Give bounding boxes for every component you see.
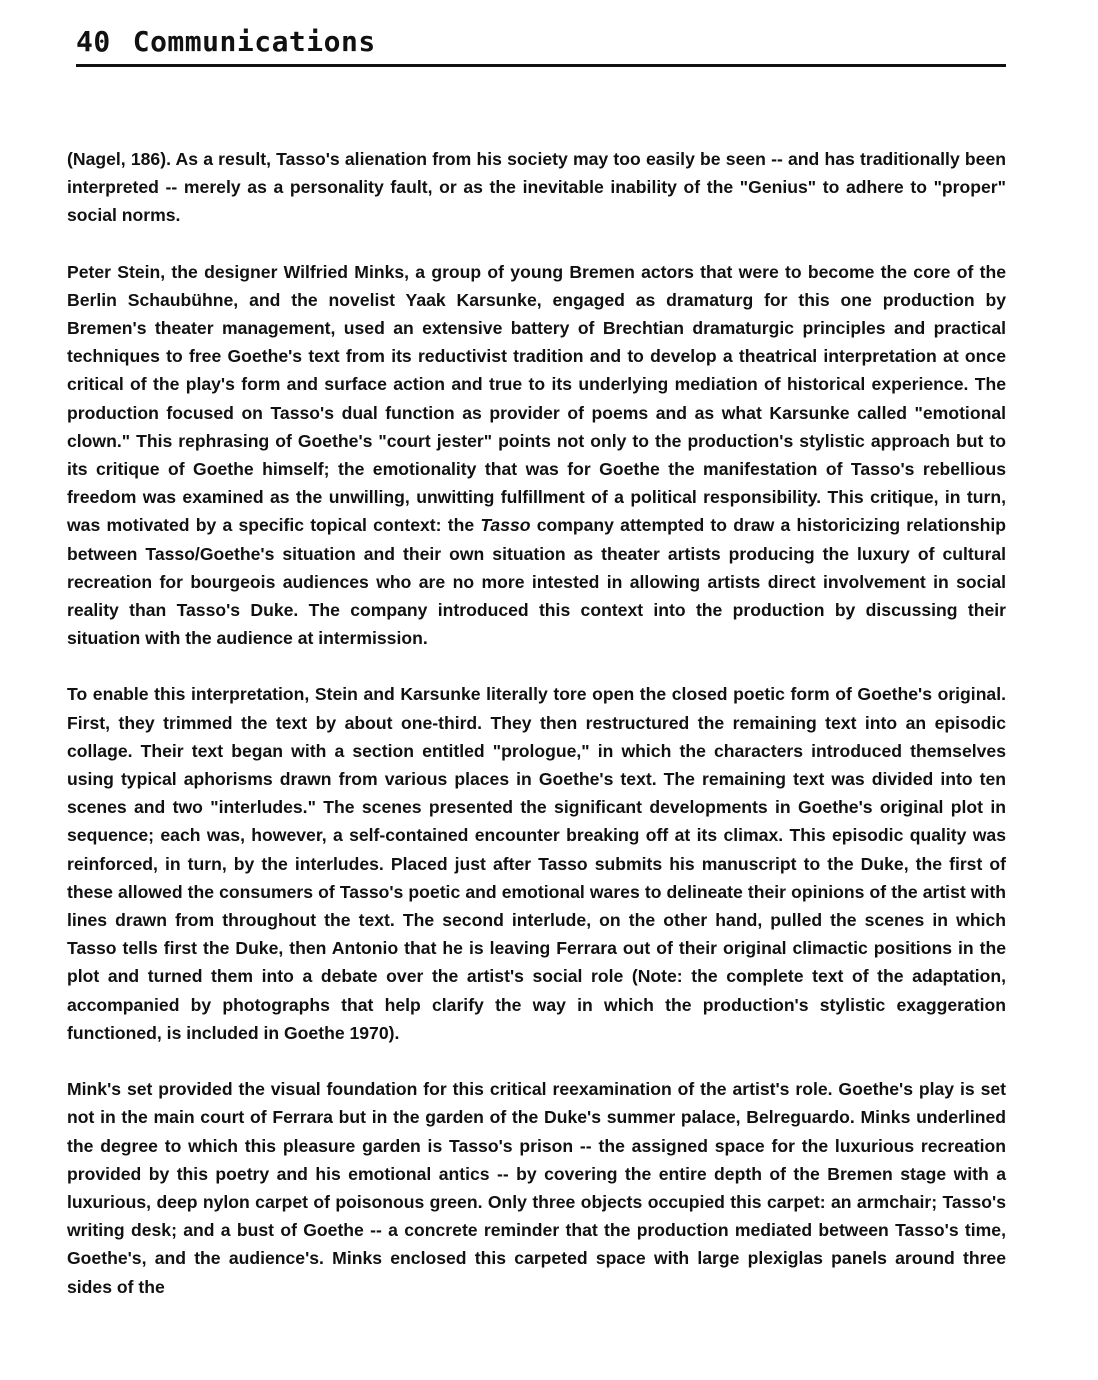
running-title: Communications <box>132 25 376 58</box>
article-body <box>67 145 1006 1301</box>
paragraph-1: (Nagel, 186). As a result, Tasso's alienation from his society may too easily be seen -- and has traditionally been interpreted -- merely as a personality fault, or as the inevitable inability of the "Genius" to adhere to "proper" social norms. <box>67 149 1006 226</box>
paragraph-4: Mink's set provided the visual foundation for this critical reexamination of the artist's role. Goethe's play is set not in the main court of Ferrara but in the garden of the Duke's summer palace, Belreguardo. Minks underlined the degree to which this pleasure garden is Tasso's prison -- the assigned space for the luxurious recreation provided by this poetry and his emotional antics -- by covering the entire depth of the Bremen stage with a luxurious, deep nylon carpet of poisonous green. Only three objects occupied this carpet: an armchair; Tasso's writing desk; and a bust of Goethe -- a concrete reminder that the production mediated between Tasso's time, Goethe's, and the audience's. Minks enclosed this carpeted space with large plexiglas panels around three sides of the <box>67 1079 1006 1297</box>
paragraph-2-part-2: company attempted to draw a historicizing relationship between Tasso/Goethe's situation and their own situation as theater artists producing the luxury of cultural recreation for bourgeois audiences who are no more intested in allowing artists direct involvement in social reality than Tasso's Duke. The company introduced this context into the production by discussing their situation with the audience at intermission. <box>67 515 1007 649</box>
header-rule <box>76 64 1006 67</box>
page-number: 40 <box>76 25 111 58</box>
italic-title-tasso: Tasso <box>480 515 531 536</box>
paragraph-3: To enable this interpretation, Stein and Karsunke literally tore open the closed poetic form of Goethe's original. First, they trimmed the text by about one-third. They then restructured the remaining text into an episodic collage. Their text began with a section entitled "prologue," in which the characters introduced themselves using typical aphorisms drawn from various places in Goethe's text. The remaining text was divided into ten scenes and two "interludes." The scenes presented the significant developments in Goethe's original plot in sequence; each was, however, a self-contained encounter breaking off at its climax. This episodic quality was reinforced, in turn, by the interludes. Placed just after Tasso submits his manuscript to the Duke, the first of these allowed the consumers of Tasso's poetic and emotional wares to delineate their opinions of the artist with lines drawn from throughout the text. The second interlude, on the other hand, pulled the scenes in which Tasso tells first the Duke, then Antonio that he is leaving Ferrara out of their original climactic positions in the plot and turned them into a debate over the artist's social role (Note: the complete text of the adaptation, accompanied by photographs that help clarify the way in which the production's stylistic exaggeration functioned, is included in Goethe 1970). <box>67 684 1006 1043</box>
paragraph-2-part-1: Peter Stein, the designer Wilfried Minks, a group of young Bremen actors that were to become the core of the Berlin Schaubühne, and the novelist Yaak Karsunke, engaged as dramaturg for this one production by Bremen's theater management, used an extensive battery of Brechtian dramaturgic principles and practical techniques to free Goethe's text from its reductivist tradition and to develop a theatrical interpretation at once critical of the play's form and surface action and true to its underlying mediation of historical experience. The production focused on Tasso's dual function as provider of poems and as what Karsunke called "emotional clown." This rephrasing of Goethe's "court jester" points not only to the production's stylistic approach but to its critique of Goethe himself; the emotionality that was for Goethe the manifestation of Tasso's rebellious freedom was examined as the unwilling, unwitting fulfillment of a political responsibility. This critique, in turn, was motivated by a specific topical context: the <box>67 261 1006 536</box>
running-head <box>76 22 1006 62</box>
page-header <box>76 22 1006 67</box>
paragraph-2 <box>67 258 1006 653</box>
